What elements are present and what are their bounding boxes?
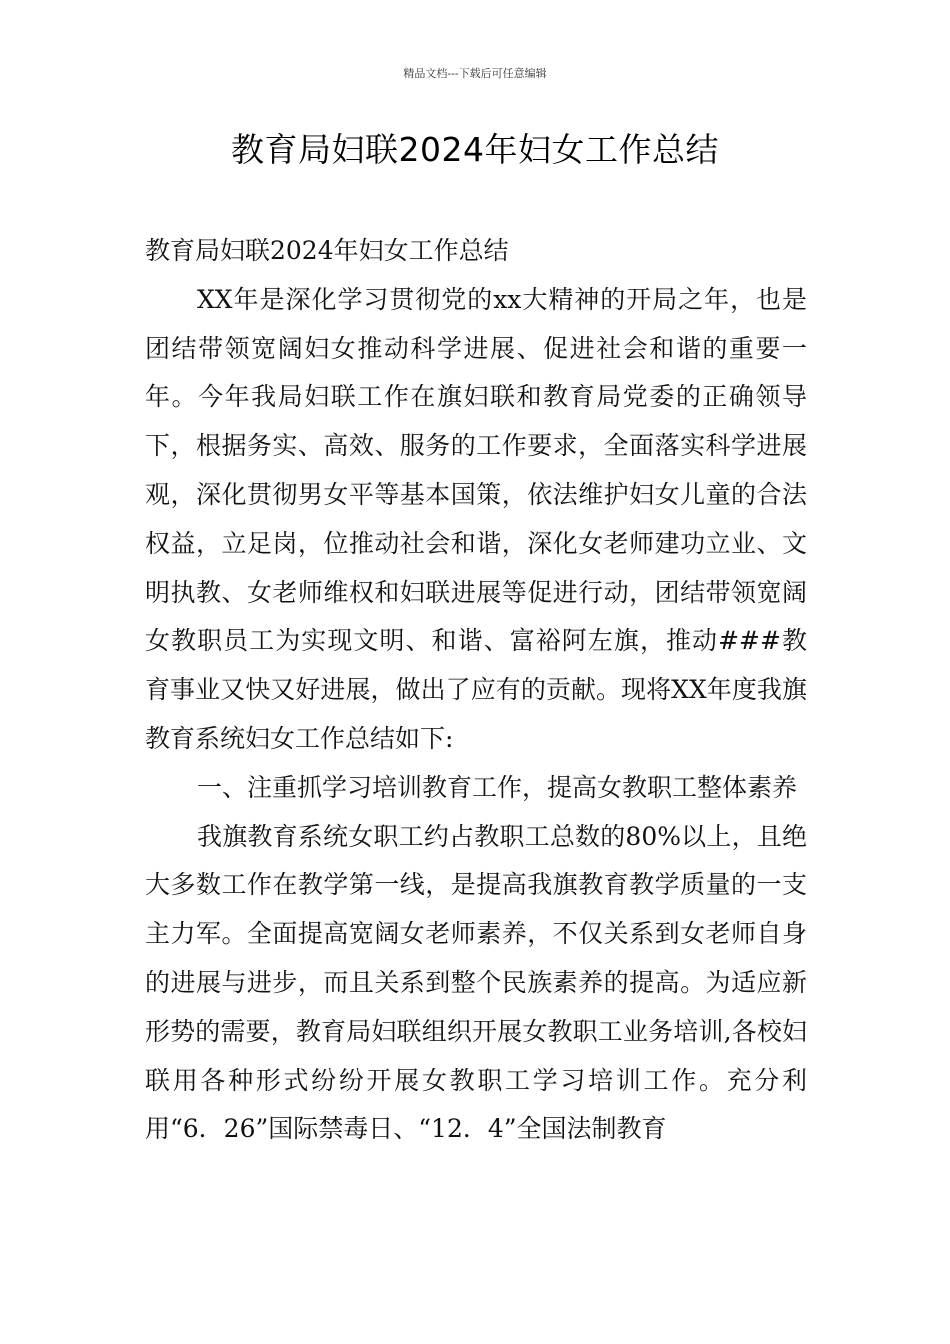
body-paragraph-section-1: 我旗教育系统女职工约占教职工总数的80%以上，且绝大多数工作在教学第一线，是提高我旗教育教学质量的一支主力军。全面提高宽阔女老师素养，不仅关系到女老师自身的进展与进步，而且关系到整个民族素养的提高。为适应新形势的需要，教育局妇联组织开展女教职工业务培训,各校妇联用各种形式纷纷开展女教职工学习培训工作。充分利用“6．26”国际禁毒日、“12．4”全国法制教育	[145, 821, 807, 1144]
document-title: 教育局妇联2024年妇女工作总结	[231, 130, 719, 169]
section-heading-1: 一、注重抓学习培训教育工作，提高女教职工整体素养	[197, 772, 798, 802]
body-paragraph-intro: XX年是深化学习贯彻党的xx大精神的开局之年，也是团结带领宽阔妇女推动科学进展、促进社会和谐的重要一年。今年我局妇联工作在旗妇联和教育局党委的正确领导下，根据务实、高效、服务的工作要求，全面落实科学进展观，深化贯彻男女平等基本国策，依法维护妇女儿童的合法权益，立足岗，位推动社会和谐，深化女老师建功立业、文明执教、女老师维权和妇联进展等促进行动，团结带领宽阔女教职员工为实现文明、和谐、富裕阿左旗，推动###教育事业又快又好进展，做出了应有的贡献。现将XX年度我旗教育系统妇女工作总结如下:	[145, 284, 807, 753]
document-body	[145, 227, 807, 1154]
page-header-note: 精品文档---下载后可任意编辑	[403, 67, 547, 80]
body-subtitle: 教育局妇联2024年妇女工作总结	[145, 236, 509, 265]
